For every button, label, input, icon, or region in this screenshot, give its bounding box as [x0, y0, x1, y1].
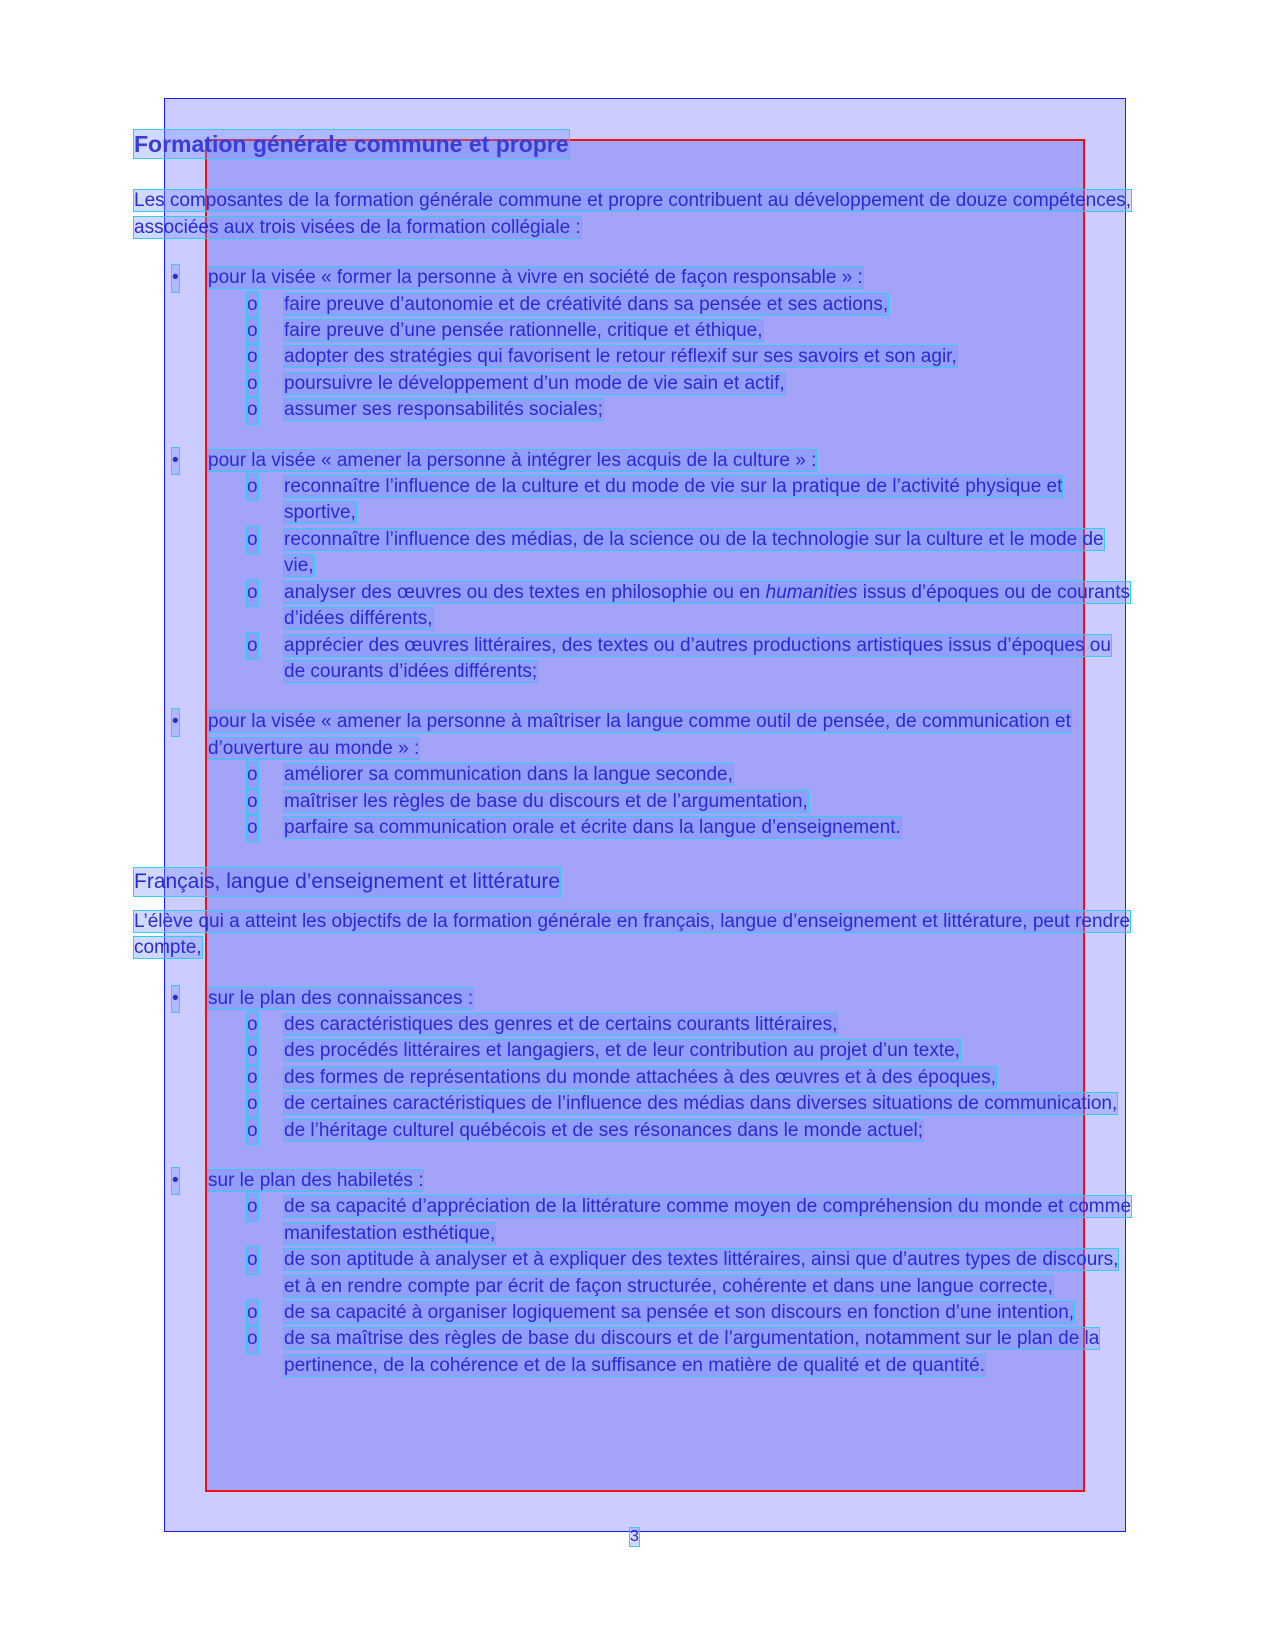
list-item-text: apprécier des œuvres littéraires, des textes ou d’autres productions artistiques issus d’époques ou de courants d’idées différents; [284, 634, 1111, 682]
list-item [134, 397, 1134, 423]
section-title-francais: Français, langue d’enseignement et littérature [134, 868, 560, 896]
list-item [134, 527, 1134, 580]
list-item-text: parfaire sa communication orale et écrite dans la langue d’enseignement. [284, 816, 901, 838]
visee-item-culture [134, 448, 1134, 474]
list-item-text: de l’héritage culturel québécois et de ses résonances dans le monde actuel; [284, 1119, 924, 1141]
circle-bullet-icon: o [247, 1012, 258, 1038]
visee-label: pour la visée « amener la personne à maîtriser la langue comme outil de pensée, de communication et d’ouverture au monde » : [208, 711, 1071, 759]
italic-term: humanities [765, 581, 858, 603]
list-item [134, 789, 1134, 815]
list-item-text: des procédés littéraires et langagiers, et de leur contribution au projet d’un texte, [284, 1040, 960, 1062]
list-item-text: de certaines caractéristiques de l’influence des médias dans diverses situations de communication, [284, 1093, 1118, 1115]
list-item-text: maîtriser les règles de base du discours et de l’argumentation, [284, 790, 808, 812]
circle-bullet-icon: o [247, 1091, 258, 1117]
circle-bullet-icon: o [247, 762, 258, 788]
bullet-icon: • [172, 265, 179, 291]
circle-bullet-icon: o [247, 1300, 258, 1326]
list-item-text-humanities: analyser des œuvres ou des textes en philosophie ou en humanities issus d’époques ou de courants d’idées différents, [284, 581, 1131, 630]
list-item-text: des caractéristiques des genres et de certains courants littéraires, [284, 1013, 838, 1035]
circle-bullet-icon: o [247, 1038, 258, 1064]
competence-list [134, 292, 1134, 424]
bullet-icon: • [172, 709, 179, 735]
list-item-text: faire preuve d’une pensée rationnelle, critique et éthique, [284, 320, 763, 342]
list-item [134, 1300, 1134, 1326]
visee-item-langue [134, 709, 1134, 762]
circle-bullet-icon: o [247, 371, 258, 397]
list-item [134, 344, 1134, 370]
list-item [134, 762, 1134, 788]
list-item [134, 1038, 1134, 1064]
plan-list [134, 986, 1134, 1144]
list-item [134, 1247, 1134, 1300]
list-item [134, 474, 1134, 527]
list-item [134, 633, 1134, 686]
plan-item-habiletes [134, 1168, 1134, 1194]
objectif-list [134, 1194, 1134, 1379]
list-item [134, 1194, 1134, 1247]
visee-list [134, 448, 1134, 686]
objectif-list [134, 1012, 1134, 1144]
page-number: 3 [630, 1528, 639, 1545]
visee-item-societe [134, 265, 1134, 291]
list-item-text: adopter des stratégies qui favorisent le retour réflexif sur ses savoirs et son agir, [284, 346, 957, 368]
circle-bullet-icon: o [247, 397, 258, 423]
plan-label: sur le plan des habiletés : [208, 1170, 424, 1191]
plan-list [134, 1168, 1134, 1379]
list-item [134, 1118, 1134, 1144]
page-content [134, 130, 1134, 1379]
list-item [134, 1091, 1134, 1117]
section-title-formation-generale: Formation générale commune et propre [134, 131, 569, 157]
list-item-text: reconnaître l’influence de la culture et du mode de vie sur la pratique de l’activité physique et sportive, [284, 476, 1063, 524]
section-intro [134, 188, 1134, 241]
visee-label: pour la visée « former la personne à vivre en société de façon responsable » : [208, 267, 863, 289]
visee-list [134, 265, 1134, 423]
plan-item-connaissances [134, 986, 1134, 1012]
circle-bullet-icon: o [247, 1326, 258, 1352]
list-item [134, 371, 1134, 397]
list-item [134, 318, 1134, 344]
circle-bullet-icon: o [247, 1118, 258, 1144]
competence-list [134, 474, 1134, 685]
intro-text: Les composantes de la formation générale commune et propre contribuent au développement de douze compétences, associées aux trois visées de la formation collégiale : [134, 190, 1132, 238]
visee-label: pour la visée « amener la personne à intégrer les acquis de la culture » : [208, 449, 817, 471]
circle-bullet-icon: o [247, 344, 258, 370]
circle-bullet-icon: o [247, 633, 258, 659]
list-item-text: des formes de représentations du monde attachées à des œuvres et à des époques, [284, 1066, 996, 1088]
circle-bullet-icon: o [247, 815, 258, 841]
list-item-text: reconnaître l’influence des médias, de la science ou de la technologie sur la culture et le mode de vie, [284, 528, 1104, 577]
competence-list [134, 762, 1134, 841]
circle-bullet-icon: o [247, 789, 258, 815]
list-item [134, 1012, 1134, 1038]
list-item [134, 815, 1134, 841]
list-item-text: améliorer sa communication dans la langue seconde, [284, 764, 733, 786]
list-item-text: poursuivre le développement d’un mode de vie sain et actif, [284, 372, 785, 394]
intro-text: L’élève qui a atteint les objectifs de la formation générale en français, langue d’enseignement et littérature, peut rendre compte, [134, 910, 1131, 959]
bullet-icon: • [172, 986, 179, 1012]
visee-list [134, 709, 1134, 841]
bullet-icon: • [172, 1168, 179, 1194]
list-item [134, 1065, 1134, 1091]
list-item-text: de sa maîtrise des règles de base du discours et de l’argumentation, notamment sur le plan de la pertinence, de la cohérence et de la suffisance en matière de qualité et de quantité. [284, 1328, 1100, 1376]
circle-bullet-icon: o [247, 318, 258, 344]
circle-bullet-icon: o [247, 527, 258, 553]
bullet-icon: • [172, 448, 179, 474]
circle-bullet-icon: o [247, 292, 258, 318]
section-intro [134, 909, 1134, 962]
list-item-text: de sa capacité à organiser logiquement sa pensée et son discours en fonction d’une intention, [284, 1302, 1075, 1324]
circle-bullet-icon: o [247, 1065, 258, 1091]
circle-bullet-icon: o [247, 1247, 258, 1273]
circle-bullet-icon: o [247, 474, 258, 500]
list-item-text: faire preuve d’autonomie et de créativité dans sa pensée et ses actions, [284, 293, 889, 315]
list-item [134, 580, 1134, 633]
list-item-text: de son aptitude à analyser et à expliquer des textes littéraires, ainsi que d’autres types de discours, et à en rendre compte par écrit de façon structurée, cohérente et dans une langue correcte, [284, 1249, 1119, 1297]
list-item [134, 292, 1134, 318]
list-item-text: de sa capacité d’appréciation de la littérature comme moyen de compréhension du monde et comme manifestation esthétique, [284, 1196, 1132, 1244]
list-item [134, 1326, 1134, 1379]
list-item-text: assumer ses responsabilités sociales; [284, 399, 603, 421]
circle-bullet-icon: o [247, 1194, 258, 1220]
circle-bullet-icon: o [247, 580, 258, 606]
plan-label: sur le plan des connaissances : [208, 987, 474, 1009]
